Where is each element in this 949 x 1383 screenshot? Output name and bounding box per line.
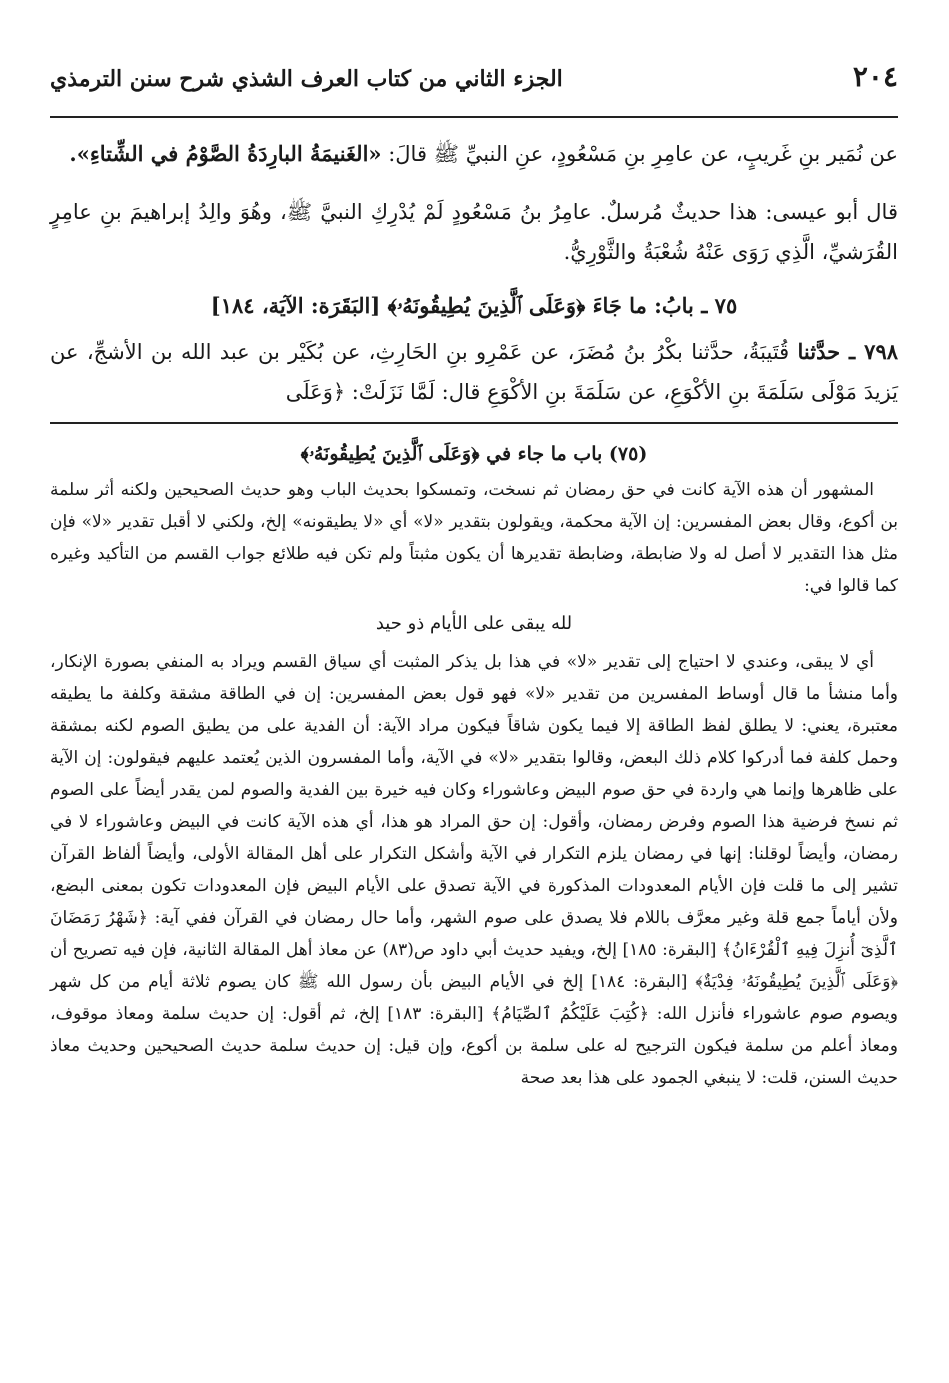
abu-isa-comment: قال أبو عيسى: هذا حديثٌ مُرسلٌ. عامِرُ بنُ مَسْعُودٍ لَمْ يُدْرِكِ النبيَّ ﷺ، وهُوَ والِدُ إبراهيمَ بنِ عامِرٍ القُرَشيِّ، الَّذِي رَوَى عَنْهُ شُعْبَةُ والثَّوْرِيُّ. — [50, 200, 898, 264]
commentary — [50, 474, 898, 1094]
hadith-paragraph — [50, 332, 898, 412]
commentary-title: (٧٥) باب ما جاء في ﴿وَعَلَى ٱلَّذِينَ يُطِيقُونَهُۥ﴾ — [300, 443, 648, 465]
book-page — [50, 60, 898, 1360]
hadith-number: ٧٩٨ ـ حدَّثنا — [797, 339, 899, 364]
hadith-block — [50, 332, 898, 412]
hadith-quote: «الغَنيمَةُ البارِدَةُ الصَّوْمُ في الشِّتاءِ». — [69, 141, 382, 166]
main-text — [50, 134, 898, 272]
commentary-paragraph: المشهور أن هذه الآية كانت في حق رمضان ثم نسخت، وتمسكوا بحديث الباب وهو حديث الصحيحين ولكنه أثر سلمة بن أكوع، وقال بعض المفسرين: إن الآية محكمة، ويقولون بتقدير «لا» أي «لا يطيقونه» إلخ، ولكني لا أقبل تقدير «لا» فإن مثل هذا التقدير لا أصل له ولا ضابطة، وضابطة تقديرها أن يكون مثبتاً ولم تكن فيه طلائع جواب القسم من التأكيد وغيره كما قالوا في: — [50, 480, 898, 596]
commentary-paragraph: أي لا يبقى، وعندي لا احتياج إلى تقدير «لا» في هذا بل يذكر المثبت أي سياق القسم ويراد به المنفي بصورة الإنكار، وأما منشأ ما قال أوساط المفسرين من تقدير «لا» فهو قول بعض المفسرين: إن في الطاقة مشقة وكلفة ما يطيقه معتبرة، يعني: لا يطلق لفظ الطاقة إلا فيما يكون شاقاً فيكون مراد الآية: أن الفدية على من يطيق الصوم لكنه بمشقة وحمل كلفة فما أدركوا كلام ذلك البعض، وقالوا بتقدير «لا» في الآية، وأما المفسرون الذين يُعتمد عليهم فيقولون: إن الآية على ظاهرها وإنما هي واردة في حق صوم البيض وعاشوراء وكان فيه خيرة بين الفدية والصوم لمن يقدر أيضاً على الصوم ثم نسخ فرضية هذا الصوم وفرض رمضان، وأقول: إن حق المراد هو هذا، أي هذه الآية كانت في البيض وعاشوراء لا في رمضان، وأيضاً لوقلنا: إنها في رمضان يلزم التكرار في الآية وأشكل التكرار على أهل المقالة الأولى، وأيضاً ألفاظ القرآن تشير إلى ما قلت فإن الأيام المعدودات المذكورة في الآية تصدق على الأيام البيض فإن المعدودات تكون بمعنى البضع، ولأن أياماً جمع قلة وغير معرَّف باللام فلا يصدق على صوم الشهر، وأما حال رمضان في القرآن ففي آية: ﴿شَهْرُ رَمَضَانَ ٱلَّذِىٓ أُنزِلَ فِيهِ ٱلْقُرْءَانُ﴾ [البقرة: ١٨٥] إلخ، ويفيد حديث أبي داود ص(٨٣) عن معاذ أهل المقالة الثانية، فإن فيه تصريح أن ﴿وَعَلَى ٱلَّذِينَ يُطِيقُونَهُۥ فِدْيَةٌ﴾ [البقرة: ١٨٤] إلخ في الأيام البيض بأن رسول الله ﷺ كان يصوم ثلاثة أيام من كل شهر ويصوم صوم عاشوراء فأنزل الله: ﴿كُتِبَ عَلَيْكُمُ ٱلصِّيَامُ﴾ [البقرة: ١٨٣] إلخ، ثم أقول: إن حديث سلمة ومعاذ موقوف، ومعاذ أعلم من سلمة فيكون الترجيح له على سلمة بن أكوع، وإن قيل: إن حديث سلمة حديث الصحيحين وحديث معاذ حديث السنن، قلت: لا ينبغي الجمود على هذا بعد صحة — [50, 652, 899, 1088]
hadith-text: قُتَيبَةُ، حدَّثنا بكْرُ بنُ مُضَرَ، عن عَمْرِو بنِ الحَارِثِ، عن بُكَيْر بن عبد الله بن الأشجِّ، عن يَزيدَ مَوْلَى سَلَمَةَ بنِ الأكْوَعِ، عن سَلَمَةَ بنِ الأكْوَعِ قال: لَمَّا نَزَلَتْ: ﴿وَعَلَى — [50, 340, 898, 404]
page-number: ٢٠٤ — [852, 60, 898, 93]
footnote-divider — [50, 422, 898, 424]
chapter-heading: ٧٥ ـ بابُ: ما جَاءَ ﴿وَعَلَى ٱلَّذِينَ يُطِيقُونَهُۥ﴾ [البَقَرَة: الآيَة، ١٨٤] — [210, 293, 738, 318]
matn-paragraph — [50, 134, 898, 174]
matn-paragraph-text: عن نُمَير بنِ غَريبٍ، عن عامِرِ بنِ مَسْعُودٍ، عنِ النبيِّ ﷺ قالَ: — [381, 142, 898, 166]
page-header — [50, 60, 898, 118]
poetry-verse: لله يبقى على الأيام ذو حيد — [375, 613, 573, 634]
running-title: الجزء الثاني من كتاب العرف الشذي شرح سنن الترمذي — [50, 66, 563, 92]
